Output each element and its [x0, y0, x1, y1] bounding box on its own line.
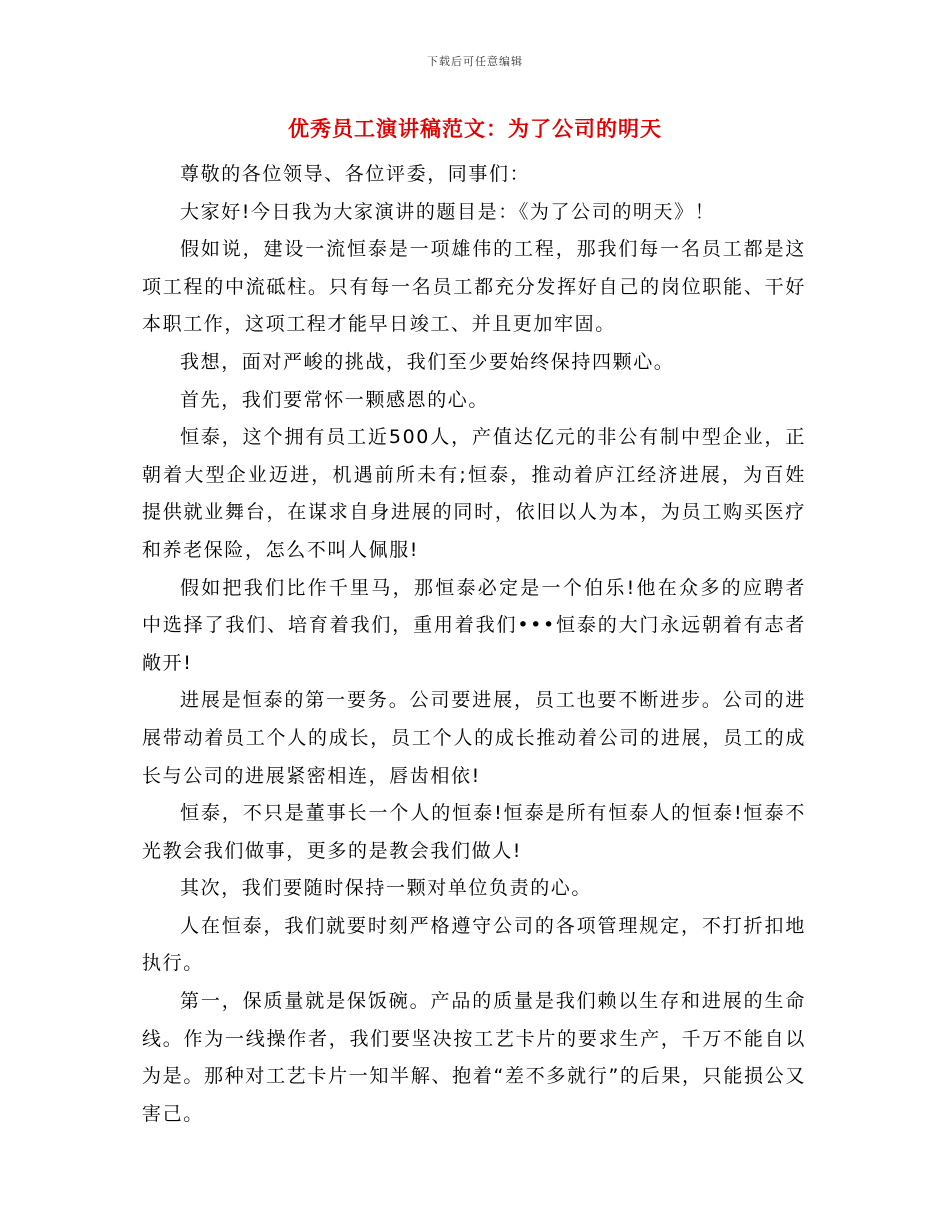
paragraph: 人在恒泰，我们就要时刻严格遵守公司的各项管理规定，不打折扣地执行。	[142, 914, 806, 975]
document-title: 优秀员工演讲稿范文：为了公司的明天	[288, 116, 662, 141]
paragraph: 假如说，建设一流恒泰是一项雄伟的工程，那我们每一名员工都是这项工程的中流砥柱。只有每一名员工都充分发挥好自己的岗位职能、干好本职工作，这项工程才能早日竣工、并且更加牢固。	[142, 238, 806, 336]
paragraph: 其次，我们要随时保持一颗对单位负责的心。	[180, 877, 593, 900]
document-body	[142, 156, 806, 1133]
header-note: 下载后可任意编辑	[427, 55, 523, 68]
paragraph: 我想，面对严峻的挑战，我们至少要始终保持四颗心。	[180, 350, 675, 373]
paragraph: 恒泰，这个拥有员工近500人，产值达亿元的非公有制中型企业，正朝着大型企业迈进，机遇前所未有;恒泰，推动着庐江经济进展，为百姓提供就业舞台，在谋求自身进展的同时，依旧以人为本，为员工购买医疗和养老保险，怎么不叫人佩服!	[142, 426, 806, 561]
paragraph: 第一，保质量就是保饭碗。产品的质量是我们赖以生存和进展的生命线。作为一线操作者，我们要坚决按工艺卡片的要求生产，千万不能自以为是。那种对工艺卡片一知半解、抱着“差不多就行”的后果，只能损公又害己。	[142, 990, 806, 1125]
paragraph: 大家好!今日我为大家演讲的题目是：《为了公司的明天》！	[180, 200, 716, 223]
paragraph: 假如把我们比作千里马，那恒泰必定是一个伯乐!他在众多的应聘者中选择了我们、培育着我们，重用着我们•••恒泰的大门永远朝着有志者敞开!	[142, 576, 806, 674]
paragraph: 首先，我们要常怀一颗感恩的心。	[180, 388, 490, 411]
paragraph: 进展是恒泰的第一要务。公司要进展，员工也要不断进步。公司的进展带动着员工个人的成长，员工个人的成长推动着公司的进展，员工的成长与公司的进展紧密相连，唇齿相依!	[142, 689, 806, 787]
paragraph: 恒泰，不只是董事长一个人的恒泰!恒泰是所有恒泰人的恒泰!恒泰不光教会我们做事，更多的是教会我们做人!	[142, 802, 806, 862]
paragraph: 尊敬的各位领导、各位评委，同事们：	[180, 163, 531, 185]
